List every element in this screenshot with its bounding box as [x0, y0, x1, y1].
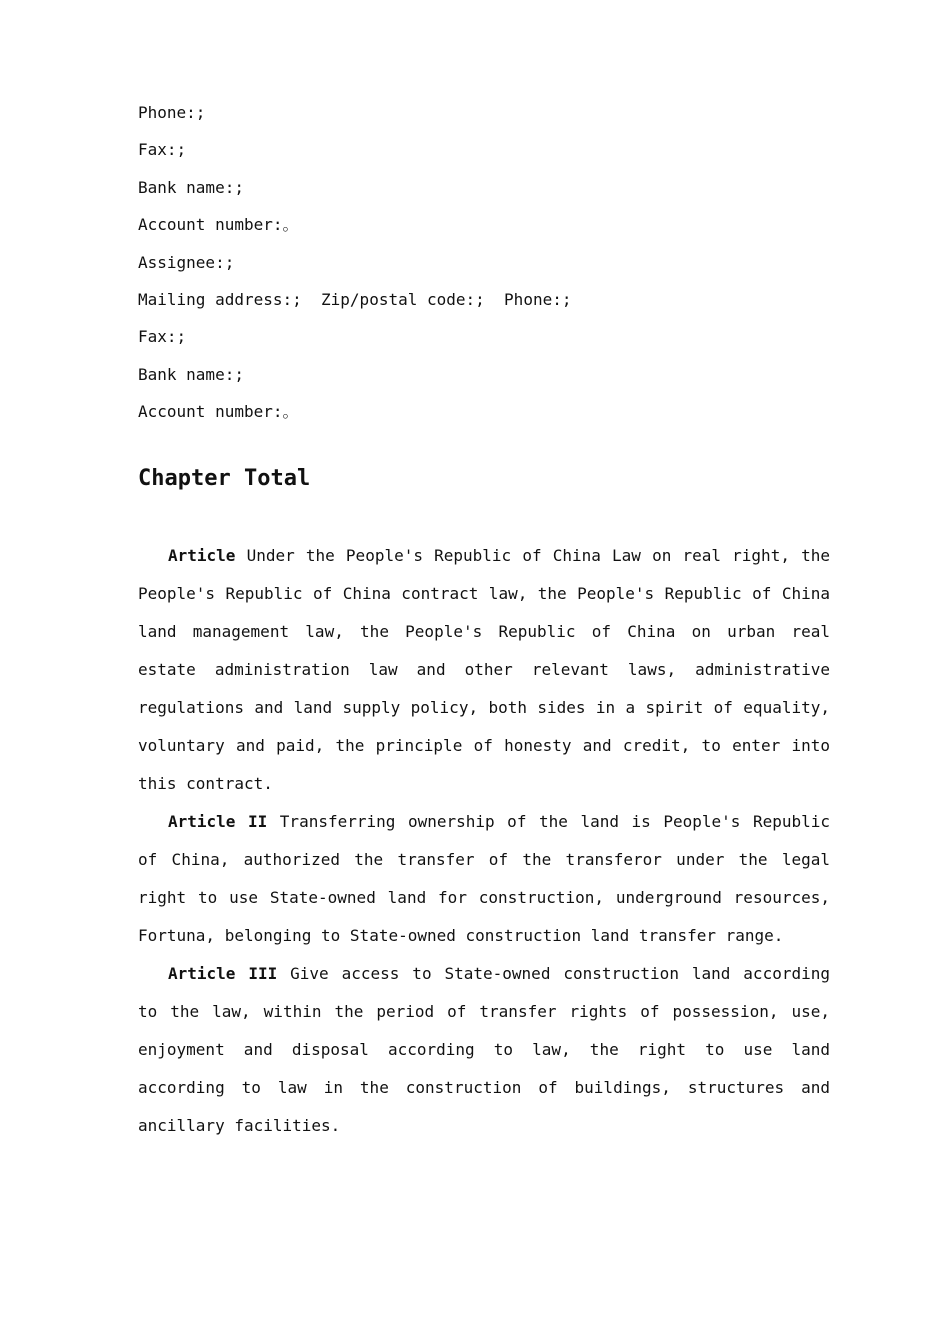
page-content	[138, 94, 830, 1145]
article-1-label: Article	[168, 545, 236, 565]
article-1-text: Under the People's Republic of China Law on real right, the People's Republic of China contract law, the People's Republic of China land management law, the People's Republic of China on urban real estate administration law and other relevant laws, administrative regulations and land supply policy, both sides in a spirit of equality, voluntary and paid, the principle of honesty and credit, to enter into this contract.	[138, 545, 830, 793]
transferor-account-number: Account number:。	[138, 215, 299, 235]
assignee-account-number: Account number:。	[138, 402, 299, 422]
chapter-title: Chapter Total	[138, 465, 311, 491]
article-1	[138, 537, 830, 803]
transferor-phone: Phone:;	[138, 103, 206, 122]
article-2	[138, 803, 830, 955]
assignee-fax: Fax:;	[138, 327, 187, 347]
article-3	[138, 955, 830, 1145]
assignee-bank-name: Bank name:;	[138, 364, 244, 384]
transferor-contact-block	[138, 94, 830, 244]
assignee-contact-block	[138, 244, 830, 431]
assignee-mailing-line: Mailing address:; Zip/postal code:; Phone:;	[138, 289, 572, 309]
article-2-text: Transferring ownership of the land is People's Republic of China, authorized the transfer of the transferor under the legal right to use State-owned land for construction, underground resources, Fortuna, belonging to State-owned construction land transfer range.	[138, 811, 831, 945]
article-3-text: Give access to State-owned construction land according to the law, within the period of transfer rights of possession, use, enjoyment and disposal according to law, the right to use land according to law in the construction of buildings, structures and ancillary facilities.	[138, 963, 830, 1135]
assignee-name: Assignee:;	[138, 252, 235, 272]
article-2-label: Article II	[168, 811, 268, 831]
transferor-fax: Fax:;	[138, 140, 187, 160]
transferor-bank-name: Bank name:;	[138, 177, 244, 197]
article-3-label: Article III	[168, 963, 278, 983]
articles-section	[138, 537, 830, 1145]
